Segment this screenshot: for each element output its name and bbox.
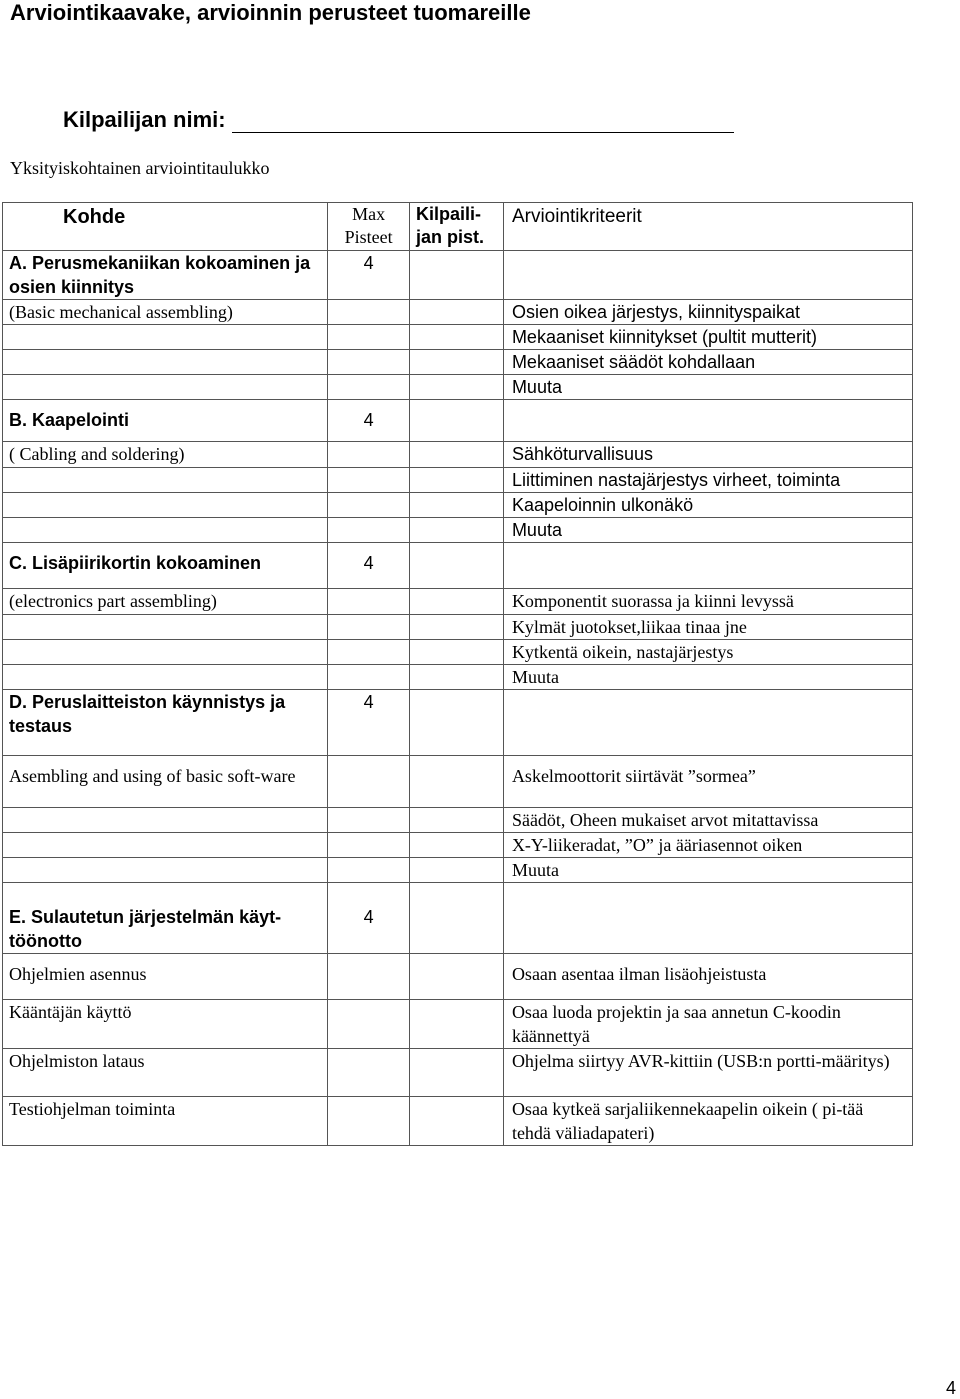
section-b-max: 4	[328, 400, 410, 442]
section-e-score[interactable]	[409, 883, 503, 954]
criterion: Ohjelma siirtyy AVR-kittiin (USB:n portti-määritys)	[503, 1049, 912, 1097]
table-row	[3, 300, 913, 325]
header-kriteerit: Arviointikriteerit	[503, 203, 912, 251]
competitor-name-blank[interactable]	[232, 110, 734, 133]
header-kohde: Kohde	[3, 203, 328, 251]
criterion: Kaapeloinnin ulkonäkö	[503, 493, 912, 518]
evaluation-table	[2, 202, 913, 1146]
criterion: Säädöt, Oheen mukaiset arvot mitattavissa	[503, 808, 912, 833]
score-cell[interactable]	[409, 954, 503, 1000]
criterion: Osaa luoda projektin ja saa annetun C-koodin käännettyä	[503, 1000, 912, 1049]
section-d-max: 4	[328, 690, 410, 756]
criterion: Komponentit suorassa ja kiinni levyssä	[503, 589, 912, 615]
section-c-row	[3, 543, 913, 589]
criterion: Muuta	[503, 518, 912, 543]
criterion: Sähköturvallisuus	[503, 442, 912, 468]
criterion: Mekaaniset kiinnitykset (pultit mutterit)	[503, 325, 912, 350]
table-row	[3, 442, 913, 468]
criterion: Mekaaniset säädöt kohdallaan	[503, 350, 912, 375]
table-row	[3, 1097, 913, 1146]
section-e-row	[3, 883, 913, 954]
section-a-row	[3, 251, 913, 300]
section-a-title: A. Perusmekaniikan kokoaminen ja osien kiinnitys	[3, 251, 328, 300]
section-e-item: Ohjelmiston lataus	[3, 1049, 328, 1097]
table-row	[3, 615, 913, 640]
score-cell[interactable]	[409, 665, 503, 690]
section-a-max: 4	[328, 251, 410, 300]
header-max: Max Pisteet	[328, 203, 410, 251]
score-cell[interactable]	[409, 833, 503, 858]
score-cell[interactable]	[409, 493, 503, 518]
section-c-english: (electronics part assembling)	[3, 589, 328, 615]
table-row	[3, 518, 913, 543]
score-cell[interactable]	[409, 1097, 503, 1146]
section-a-score[interactable]	[409, 251, 503, 300]
score-cell[interactable]	[409, 1000, 503, 1049]
section-a-english: (Basic mechanical assembling)	[3, 300, 328, 325]
table-row	[3, 1049, 913, 1097]
header-kilpailija: Kilpaili-jan pist.	[409, 203, 503, 251]
table-row	[3, 493, 913, 518]
criterion: Kylmät juotokset,liikaa tinaa jne	[503, 615, 912, 640]
competitor-name-line	[63, 107, 734, 133]
table-row	[3, 833, 913, 858]
section-d-english: Asembling and using of basic soft-ware	[3, 756, 328, 808]
score-cell[interactable]	[409, 375, 503, 400]
table-row	[3, 808, 913, 833]
section-a-criteria-empty	[503, 251, 912, 300]
table-row	[3, 375, 913, 400]
table-subtitle: Yksityiskohtainen arviointitaulukko	[10, 158, 270, 178]
table-row	[3, 350, 913, 375]
page-title: Arviointikaavake, arvioinnin perusteet tuomareille	[10, 0, 531, 25]
criterion: Osaa kytkeä sarjaliikennekaapelin oikein ( pi-tää tehdä väliadapateri)	[503, 1097, 912, 1146]
score-cell[interactable]	[409, 640, 503, 665]
criterion: Kytkentä oikein, nastajärjestys	[503, 640, 912, 665]
criterion: Muuta	[503, 858, 912, 883]
table-header-row	[3, 203, 913, 251]
score-cell[interactable]	[409, 858, 503, 883]
section-e-item: Ohjelmien asennus	[3, 954, 328, 1000]
score-cell[interactable]	[409, 615, 503, 640]
score-cell[interactable]	[409, 756, 503, 808]
section-b-title: B. Kaapelointi	[3, 400, 328, 442]
section-b-score[interactable]	[409, 400, 503, 442]
criterion: Liittiminen nastajärjestys virheet, toiminta	[503, 468, 912, 493]
score-cell[interactable]	[409, 808, 503, 833]
table-row	[3, 665, 913, 690]
competitor-name-label: Kilpailijan nimi:	[63, 107, 226, 132]
table-row	[3, 756, 913, 808]
score-cell[interactable]	[409, 468, 503, 493]
criterion: Muuta	[503, 375, 912, 400]
section-e-item: Kääntäjän käyttö	[3, 1000, 328, 1049]
score-cell[interactable]	[409, 1049, 503, 1097]
page-number: 4	[946, 1378, 957, 1398]
section-b-english: ( Cabling and soldering)	[3, 442, 328, 468]
table-row	[3, 640, 913, 665]
criterion: Osien oikea järjestys, kiinnityspaikat	[503, 300, 912, 325]
table-row	[3, 589, 913, 615]
score-cell[interactable]	[409, 350, 503, 375]
score-cell[interactable]	[409, 589, 503, 615]
section-c-max: 4	[328, 543, 410, 589]
score-cell[interactable]	[409, 442, 503, 468]
table-row	[3, 468, 913, 493]
section-d-row	[3, 690, 913, 756]
section-e-max: 4	[328, 883, 410, 954]
section-c-score[interactable]	[409, 543, 503, 589]
score-cell[interactable]	[409, 325, 503, 350]
table-row	[3, 1000, 913, 1049]
section-c-title: C. Lisäpiirikortin kokoaminen	[3, 543, 328, 589]
section-d-score[interactable]	[409, 690, 503, 756]
section-e-title: E. Sulautetun järjestelmän käyt-töönotto	[3, 883, 328, 954]
section-b-row	[3, 400, 913, 442]
table-row	[3, 325, 913, 350]
criterion: X-Y-liikeradat, ”O” ja ääriasennot oiken	[503, 833, 912, 858]
criterion: Muuta	[503, 665, 912, 690]
criterion: Askelmoottorit siirtävät ”sormea”	[503, 756, 912, 808]
score-cell[interactable]	[409, 518, 503, 543]
score-cell[interactable]	[409, 300, 503, 325]
table-row	[3, 954, 913, 1000]
table-row	[3, 858, 913, 883]
section-e-item: Testiohjelman toiminta	[3, 1097, 328, 1146]
criterion: Osaan asentaa ilman lisäohjeistusta	[503, 954, 912, 1000]
section-d-title: D. Peruslaitteiston käynnistys ja testaus	[3, 690, 328, 756]
